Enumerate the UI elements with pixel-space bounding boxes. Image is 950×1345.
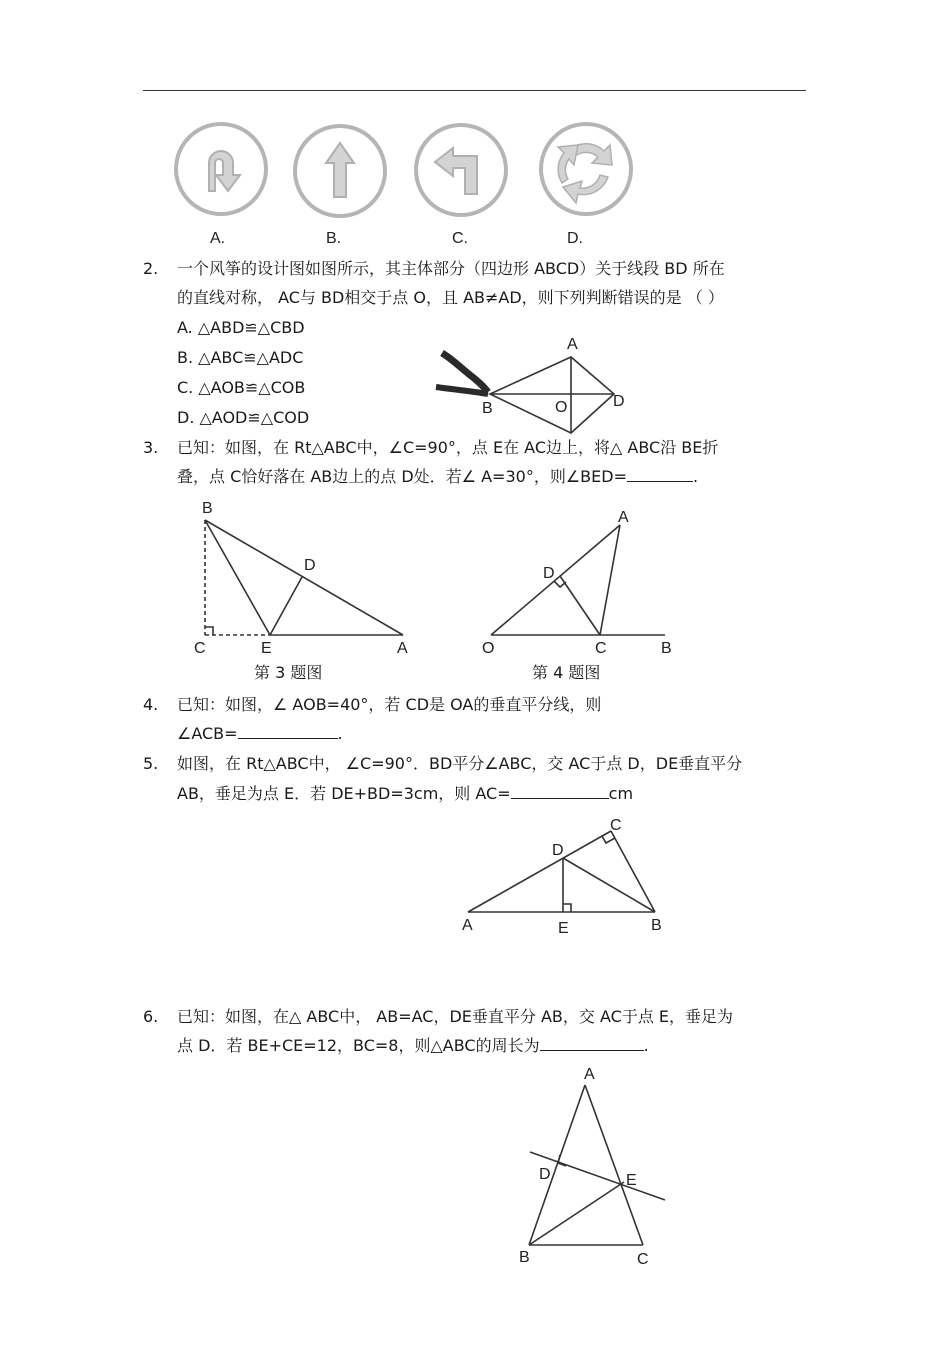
sign-option-c: C.: [452, 230, 468, 247]
q5-label-c: C: [610, 817, 622, 834]
q2-option-c: C. △AOB≌△COB: [177, 378, 306, 397]
q2-line1: 一个风筝的设计图如图所示，其主体部分（四边形 ABCD）关于线段 BD 所在: [177, 259, 725, 278]
q5-line2: AB，垂足为点 E．若 DE+BD=3cm，则 AC= cm: [177, 779, 633, 808]
q3-label-d: D: [304, 557, 316, 574]
q5-line1: 如图，在 Rt△ABC中， ∠C=90°．BD平分∠ABC，交 AC于点 D，DE垂直平分: [177, 754, 743, 773]
q2-kite-figure: [430, 345, 630, 420]
q3-line2: 叠，点 C恰好落在 AB边上的点 D处．若∠ A=30°，则∠BED= .: [177, 462, 698, 491]
q2-option-d: D. △AOD≌△COD: [177, 408, 310, 427]
q3-number: 3.: [143, 438, 159, 457]
sign-left-turn-icon: [413, 122, 509, 218]
q2-label-a: A: [567, 336, 578, 353]
q6-label-b: B: [519, 1249, 530, 1266]
q3-caption: 第 3 题图: [254, 663, 323, 682]
sign-option-a: A.: [210, 230, 226, 247]
q6-label-a: A: [584, 1066, 595, 1083]
q4-label-b: B: [661, 640, 672, 657]
q3-label-b: B: [202, 500, 213, 517]
q2-option-b: B. △ABC≌△ADC: [177, 348, 304, 367]
q4-angle-figure: [488, 520, 668, 640]
q3-label-a: A: [397, 640, 408, 657]
q3-label-e: E: [261, 640, 272, 657]
sign-option-d: D.: [567, 230, 583, 247]
q5-label-e: E: [558, 920, 569, 937]
q5-number: 5.: [143, 754, 159, 773]
q2-option-a: A. △ABD≌△CBD: [177, 318, 305, 337]
sign-u-turn-icon: [173, 121, 269, 217]
q2-label-b: B: [482, 400, 493, 417]
q3-line1: 已知：如图，在 Rt△ABC中，∠C=90°，点 E在 AC边上，将△ ABC沿 BE折: [177, 438, 719, 457]
q6-triangle-figure: [522, 1080, 672, 1250]
q6-number: 6.: [143, 1007, 159, 1026]
q2-line2: 的直线对称， AC与 BD相交于点 O，且 AB≠AD，则下列判断错误的是 （ ）: [177, 288, 724, 307]
sign-straight-ahead-icon: [292, 123, 388, 219]
q2-label-o: O: [555, 399, 568, 416]
q4-number: 4.: [143, 695, 159, 714]
q4-label-d: D: [543, 565, 555, 582]
q4-line2: ∠ACB= .: [177, 719, 343, 748]
q4-line1: 已知：如图，∠ AOB=40°，若 CD是 OA的垂直平分线，则: [177, 695, 602, 714]
q4-label-o: O: [482, 640, 495, 657]
q4-label-a: A: [618, 509, 629, 526]
q2-label-d: D: [613, 393, 625, 410]
q5-label-b: B: [651, 917, 662, 934]
q5-label-a: A: [462, 917, 473, 934]
q5-triangle-figure: [465, 826, 660, 916]
sign-option-b: B.: [326, 230, 342, 247]
q6-label-d: D: [539, 1166, 551, 1183]
sign-roundabout-icon: [538, 121, 634, 217]
q4-caption: 第 4 题图: [532, 663, 601, 682]
q3-label-c: C: [194, 640, 206, 657]
q5-label-d: D: [552, 842, 564, 859]
q3-triangle-figure: [200, 515, 410, 640]
header-rule: [143, 90, 806, 91]
q6-line2: 点 D．若 BE+CE=12，BC=8，则△ABC的周长为 .: [177, 1031, 649, 1060]
q4-label-c: C: [595, 640, 607, 657]
q6-label-c: C: [637, 1251, 649, 1268]
q6-label-e: E: [626, 1172, 637, 1189]
q2-number: 2.: [143, 259, 159, 278]
q6-line1: 已知：如图，在△ ABC中， AB=AC，DE垂直平分 AB，交 AC于点 E，垂足为: [177, 1007, 734, 1026]
